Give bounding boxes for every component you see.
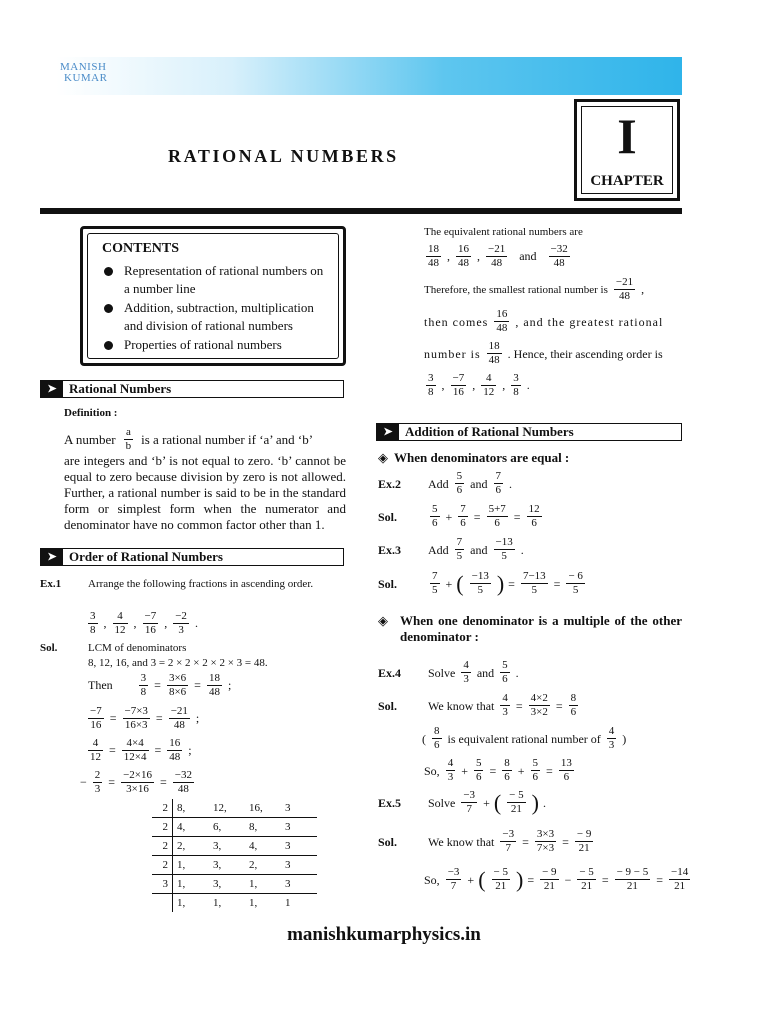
smallest-line: Therefore, the smallest rational number is $\frac{-21}{48}$ , — [424, 276, 645, 302]
sol2-row: Sol. $\frac{5}{6}$ + $\frac{7}{6}$ = $\frac{5+7}{6}$ = $\frac{12}{6}$ — [378, 503, 540, 529]
so4-row: So, $\frac{4}{3}$ + $\frac{5}{6}$ = $\frac{8}{6}$ + $\frac{5}{6}$ = $\frac{13}{6}$ — [424, 757, 572, 783]
lcm-text: LCM of denominators — [88, 642, 187, 654]
ex5-row: Ex.5 Solve $\frac{-3}{7}$ + ( $\frac{- 5}{21}$ ) . — [378, 789, 546, 815]
ex4-row: Ex.4 Solve $\frac{4}{3}$ and $\frac{5}{6}$ . — [378, 659, 519, 685]
contents-box — [80, 226, 346, 366]
ascending-fractions: $\frac{3}{8}$ , $\frac{-7}{16}$ , $\frac{4}{12}$ , $\frac{3}{8}$ . — [428, 372, 530, 398]
so5-row: So, $\frac{-3}{7}$ + ( $\frac{- 5}{21}$ ) = $\frac{- 9}{21}$ − $\frac{- 5}{21}$ = $\frac{- 9 - 5}{21}$ = $\frac{-14}{21}$ — [424, 866, 689, 892]
then-comes-line: then comes $\frac{16}{48}$ , and the greatest rational — [424, 308, 664, 334]
conversion-row: Then $\frac{3}{8}$ = $\frac{3\times 6}{8\times 6}$ = $\frac{18}{48}$ ; — [88, 672, 232, 698]
arrow-icon: ➤ — [377, 424, 399, 440]
greatest-line: number is $\frac{18}{48}$ . Hence, their ascending order is — [424, 340, 663, 366]
equiv-note: ( $\frac{8}{6}$ is equivalent rational number of $\frac{4}{3}$ ) — [422, 725, 627, 751]
header-banner — [56, 57, 682, 95]
subheading-multiple-denominator: ◈ When one denominator is a multiple of the other denominator : — [378, 613, 682, 644]
contents-heading: CONTENTS — [102, 241, 180, 256]
section-heading-rational-numbers: ➤ Rational Numbers — [40, 380, 344, 398]
conversion-row: − $\frac{2}{3}$ = $\frac{-2\times 16}{3\times 16}$ = $\frac{-32}{48}$ — [80, 769, 192, 795]
header-rule — [40, 208, 682, 214]
conversion-row: $\frac{-7}{16}$ = $\frac{-7\times 3}{16\times 3}$ = $\frac{-21}{48}$ ; — [90, 705, 200, 731]
definition-label: Definition : — [64, 407, 118, 419]
arrow-icon: ➤ — [41, 549, 63, 565]
sol1-label: Sol. — [40, 642, 58, 654]
ex1-text: Arrange the following fractions in ascending order. — [88, 578, 314, 590]
sol4-row: Sol. We know that $\frac{4}{3}$ = $\frac{4\times 2}{3\times 2}$ = $\frac{8}{6}$ — [378, 692, 577, 718]
page-title: RATIONAL NUMBERS — [168, 146, 399, 166]
diamond-icon: ◈ — [378, 450, 388, 465]
sol5-row: Sol. We know that $\frac{-3}{7}$ = $\frac{3\times 3}{7\times 3}$ = $\frac{- 9}{21}$ — [378, 828, 592, 854]
ex1-fractions: $\frac{3}{8}$ , $\frac{4}{12}$ , $\frac{-7}{16}$ , $\frac{-2}{3}$ . — [90, 610, 198, 636]
publisher-logo — [60, 62, 107, 84]
diamond-icon: ◈ — [378, 613, 388, 628]
subheading-equal-denominators: ◈ When denominators are equal : — [378, 450, 570, 465]
arrow-icon: ➤ — [41, 381, 63, 397]
contents-list — [102, 262, 332, 355]
ex1-label: Ex.1 — [40, 578, 62, 590]
conversion-row: $\frac{4}{12}$ = $\frac{4\times 4}{12\times 4}$ = $\frac{16}{48}$ ; — [90, 737, 192, 763]
definition-text: A number $\frac{a}{b}$ is a rational number if ‘a’ and ‘b’ are integers and ‘b’ is not equal to zero. ‘b’ cannot be equal to zero because division by zero is not allowed. Further, a rational number is said to be in the standard form or simplest form when the numerator and denominator have no common factor other than 1. — [64, 426, 346, 532]
logo-line-2: KUMAR — [64, 72, 108, 84]
contents-item: Addition, subtraction, multiplication and division of rational numbers — [102, 299, 332, 335]
equiv-fractions: $\frac{18}{48}$ , $\frac{16}{48}$ , $\frac{-21}{48}$ and $\frac{-32}{48}$ — [428, 243, 568, 269]
chapter-badge — [574, 99, 680, 201]
ex2-row: Ex.2 Add $\frac{5}{6}$ and $\frac{7}{6}$ . — [378, 470, 512, 496]
chapter-label: CHAPTER — [590, 173, 664, 189]
logo-line-1: MANISH — [60, 61, 107, 73]
lcm-division-table: 2 8, 12, 16, 3 2 4, 6, 8, 3 2 2, 3, 4, 3 2 1, 3, 2, 3 3 1, 3, 1, 3 1, 1, 1, 1 — [152, 799, 317, 912]
lcm-calc: 8, 12, 16, and 3 = 2 × 2 × 2 × 2 × 3 = 48. — [88, 657, 268, 669]
chapter-number: I — [617, 108, 637, 164]
section-heading-order: ➤ Order of Rational Numbers — [40, 548, 344, 566]
section-heading-addition: ➤ Addition of Rational Numbers — [376, 423, 682, 441]
contents-item: Properties of rational numbers — [102, 336, 332, 354]
contents-item: Representation of rational numbers on a number line — [102, 262, 332, 298]
sol3-row: Sol. $\frac{7}{5}$ + ( $\frac{-13}{5}$ ) = $\frac{7-13}{5}$ = $\frac{- 6}{5}$ — [378, 570, 583, 596]
footer-website: manishkumarphysics.in — [287, 924, 481, 945]
ex3-row: Ex.3 Add $\frac{7}{5}$ and $\frac{-13}{5}$ . — [378, 536, 524, 562]
equiv-text: The equivalent rational numbers are — [424, 226, 583, 238]
